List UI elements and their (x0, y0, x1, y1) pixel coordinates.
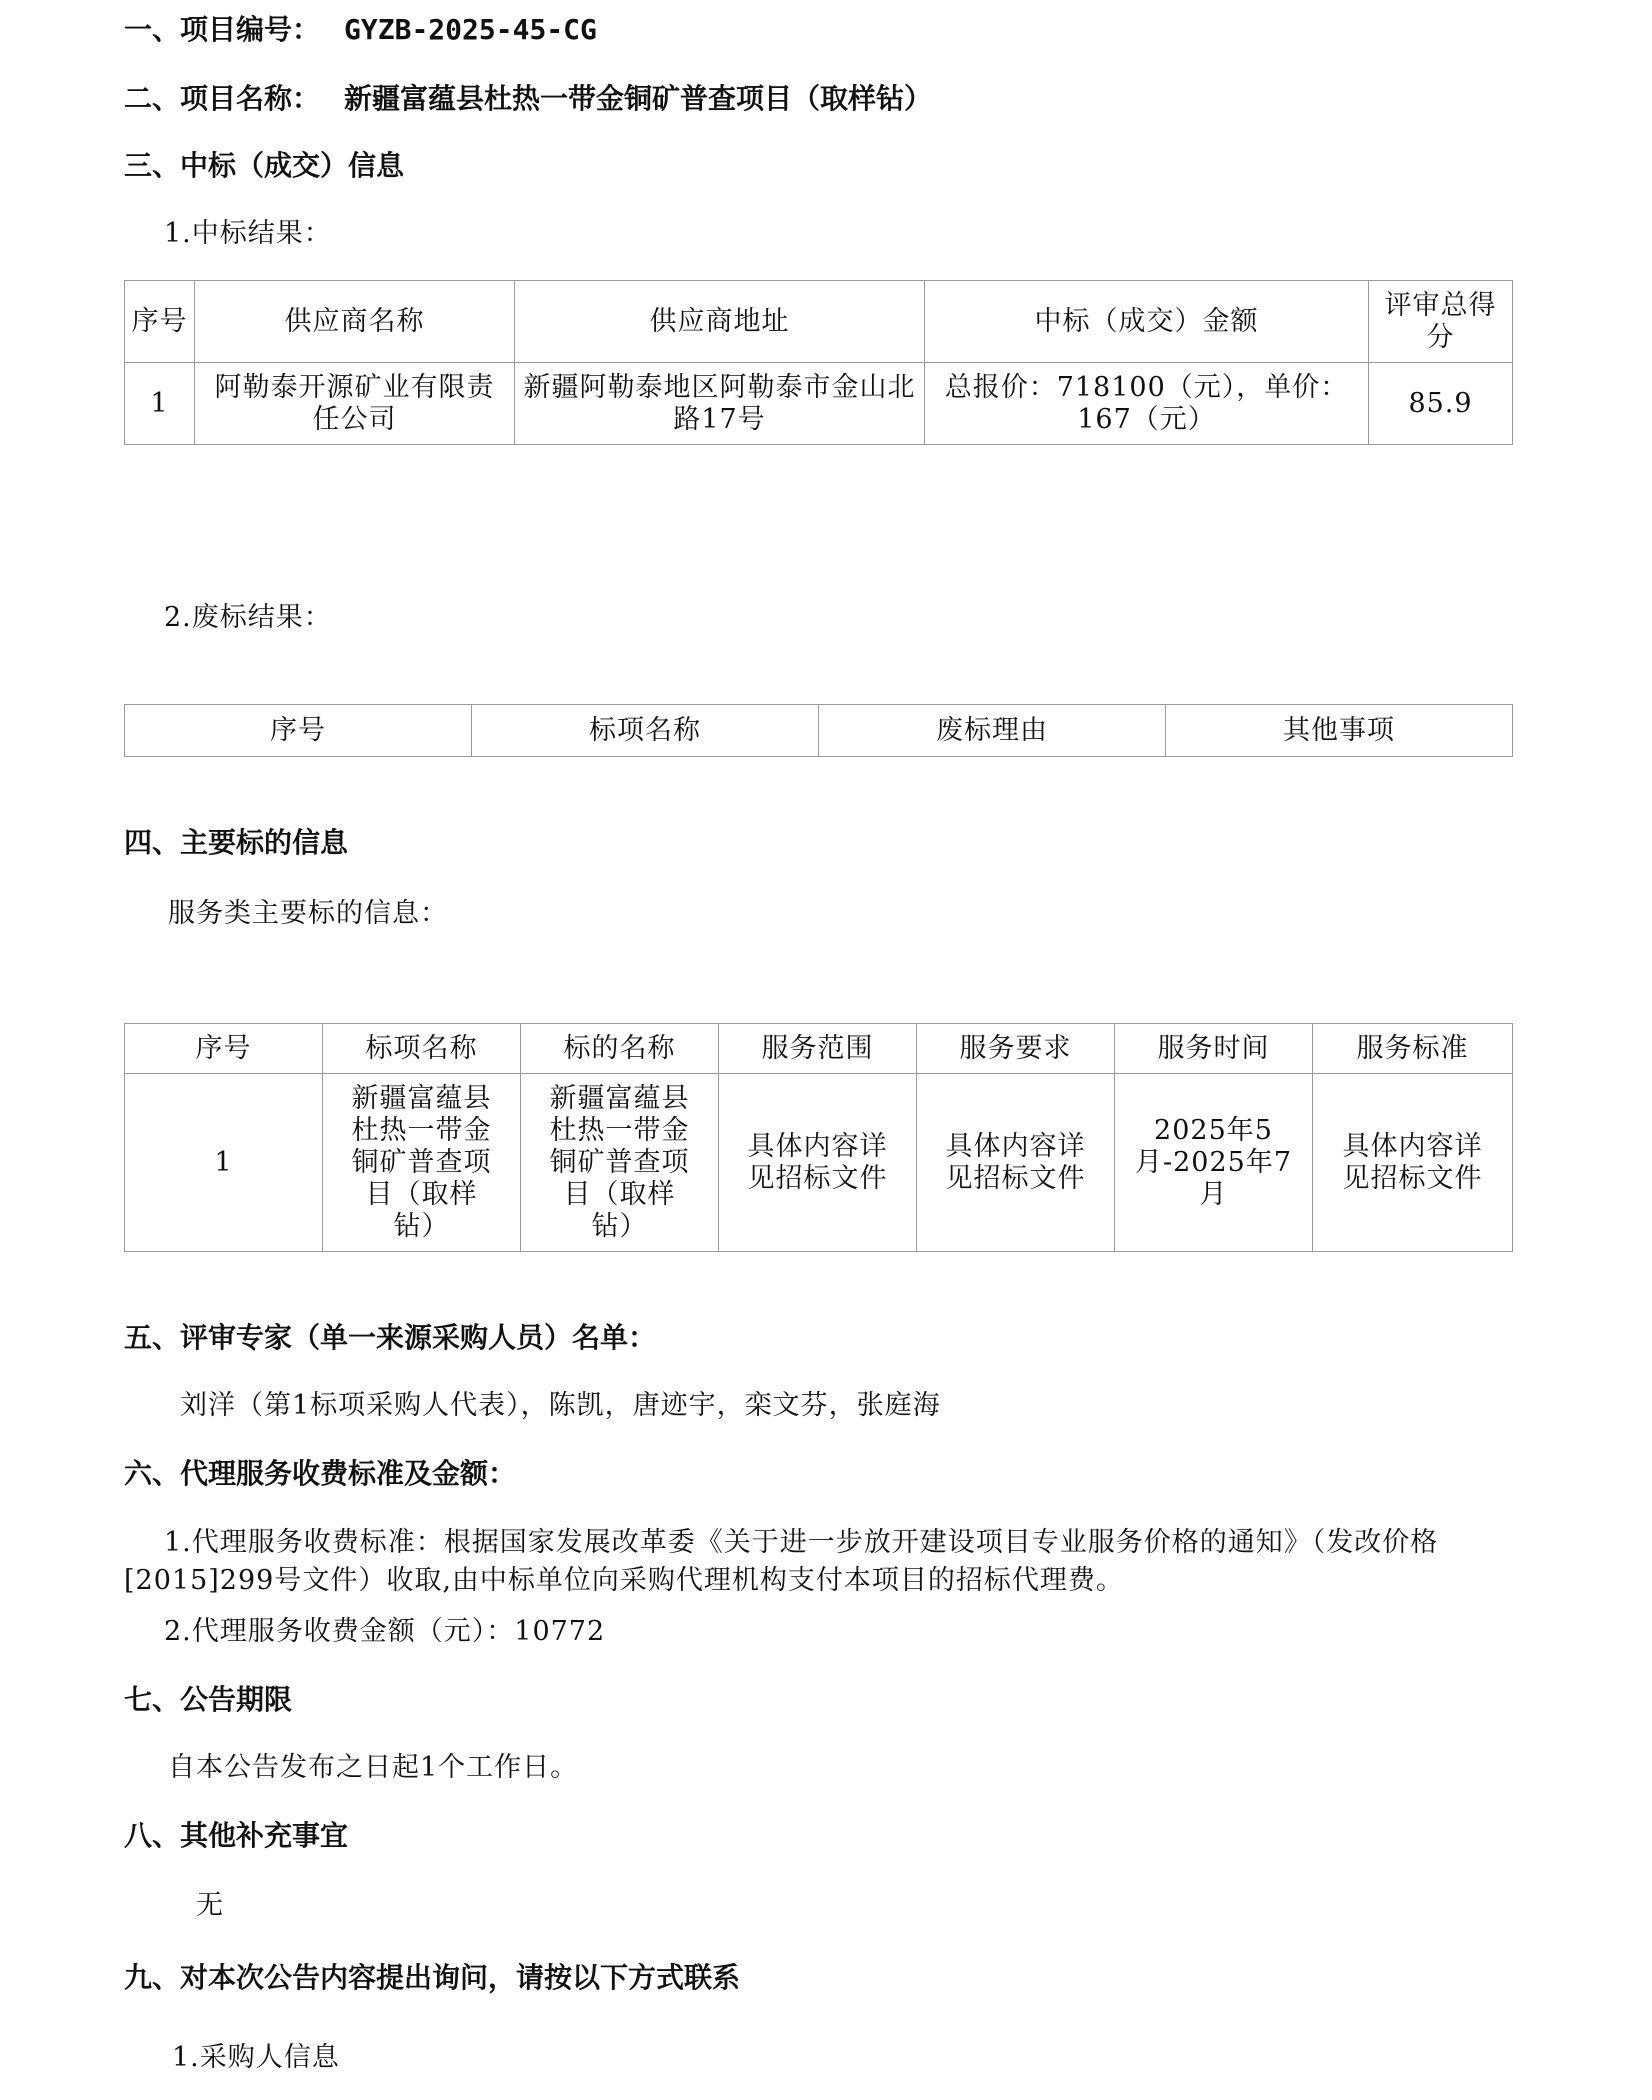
award-table (124, 280, 1513, 445)
subject-header-item: 标项名称 (323, 1024, 521, 1074)
fee-standard: 1.代理服务收费标准：根据国家发展改革委《关于进一步放开建设项目专业服务价格的通知》（发改价格[2015]299号文件）收取,由中标单位向采购代理机构支付本项目的招标代理费。 (124, 1527, 1439, 1596)
fee-amount: 2.代理服务收费金额（元）：10772 (164, 1616, 606, 1647)
subject-header-no: 序号 (125, 1024, 323, 1074)
section-other-matters: 八、其他补充事宜 (124, 1819, 349, 1852)
award-header-amount: 中标（成交）金额 (925, 281, 1369, 363)
subject-standard: 具体内容详见招标文件 (1313, 1074, 1513, 1252)
subject-header-row (125, 1024, 1513, 1074)
section-project-number: 一、项目编号： GYZB-2025-45-CG (124, 13, 597, 46)
section-award-info: 三、中标（成交）信息 (124, 149, 405, 182)
subject-table (124, 1023, 1513, 1252)
notice-period-text: 自本公告发布之日起1个工作日。 (168, 1752, 579, 1783)
subject-header-target: 标的名称 (521, 1024, 719, 1074)
subject-header-scope: 服务范围 (719, 1024, 917, 1074)
reject-subtitle: 2.废标结果： (164, 602, 332, 633)
reject-header-item: 标项名称 (472, 705, 819, 757)
section-notice-period: 七、公告期限 (124, 1683, 293, 1716)
table-row (125, 363, 1513, 445)
project-number: GYZB-2025-45-CG (344, 13, 597, 46)
award-address: 新疆阿勒泰地区阿勒泰市金山北路17号 (515, 363, 925, 445)
subject-scope: 具体内容详见招标文件 (719, 1074, 917, 1252)
subject-time: 2025年5月-2025年7月 (1115, 1074, 1313, 1252)
subject-header-requirement: 服务要求 (917, 1024, 1115, 1074)
subject-no: 1 (125, 1074, 323, 1252)
reject-header-reason: 废标理由 (819, 705, 1166, 757)
award-header-score: 评审总得分 (1369, 281, 1513, 363)
section-experts: 五、评审专家（单一来源采购人员）名单： (124, 1321, 657, 1354)
experts-list: 刘洋（第1标项采购人代表），陈凯，唐迹宇，栾文芬，张庭海 (180, 1390, 941, 1421)
award-header-no: 序号 (125, 281, 195, 363)
award-amount: 总报价：718100（元），单价：167（元） (925, 363, 1369, 445)
section-contact: 九、对本次公告内容提出询问，请按以下方式联系 (124, 1961, 741, 1994)
purchaser-info-subtitle: 1.采购人信息 (172, 2042, 340, 2073)
reject-header-row (125, 705, 1513, 757)
award-header-address: 供应商地址 (515, 281, 925, 363)
table-row (125, 1074, 1513, 1252)
subject-target: 新疆富蕴县杜热一带金铜矿普查项目（取样钻） (521, 1074, 719, 1252)
subject-requirement: 具体内容详见招标文件 (917, 1074, 1115, 1252)
reject-header-other: 其他事项 (1166, 705, 1513, 757)
subject-header-time: 服务时间 (1115, 1024, 1313, 1074)
award-supplier: 阿勒泰开源矿业有限责任公司 (195, 363, 515, 445)
reject-table (124, 704, 1513, 757)
award-score: 85.9 (1369, 363, 1513, 445)
project-name: 新疆富蕴县杜热一带金铜矿普查项目（取样钻） (344, 82, 933, 115)
award-subtitle: 1.中标结果： (164, 218, 332, 249)
award-header-row (125, 281, 1513, 363)
section-subject-info: 四、主要标的信息 (124, 826, 349, 859)
section-agency-fee: 六、代理服务收费标准及金额： (124, 1457, 517, 1490)
subject-header-standard: 服务标准 (1313, 1024, 1513, 1074)
other-matters-text: 无 (196, 1890, 224, 1921)
subject-subtitle: 服务类主要标的信息： (168, 898, 448, 929)
reject-header-no: 序号 (125, 705, 472, 757)
award-header-supplier: 供应商名称 (195, 281, 515, 363)
subject-item: 新疆富蕴县杜热一带金铜矿普查项目（取样钻） (323, 1074, 521, 1252)
award-no: 1 (125, 363, 195, 445)
section-project-name: 二、项目名称： 新疆富蕴县杜热一带金铜矿普查项目（取样钻） (124, 82, 933, 115)
